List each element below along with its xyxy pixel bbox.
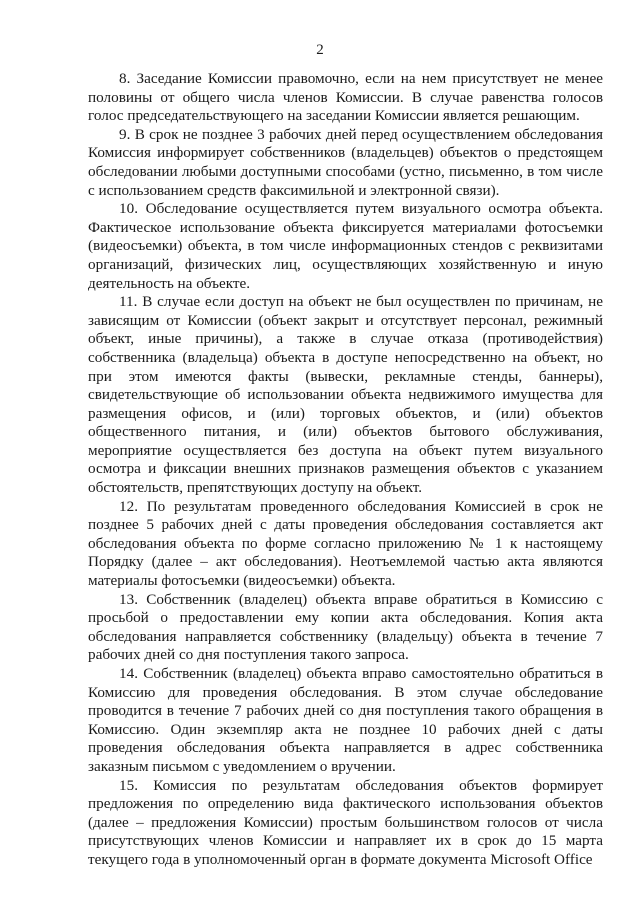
document-body [88,70,603,870]
paragraph-9: 9. В срок не позднее 3 рабочих дней перед осуществлением обследования Комиссия информирует собственников (владельцев) объектов о предстоящем обследовании любыми доступными способами (устно, письменно, в том числе с использованием средств факсимильной и электронной связи). [88,125,603,199]
paragraph-13: 13. Собственник (владелец) объекта вправе обратиться в Комиссию с просьбой о предоставлении ему копии акта обследования. Копия акта обследования направляется собственнику (владельцу) объекта в течение 7 рабочих дней со дня поступления такого запроса. [88,590,603,664]
paragraph-15: 15. Комиссия по результатам обследования объектов формирует предложения по определению вида фактического использования объектов (далее – предложения Комиссии) простым большинством голосов от числа присутствующих членов Комиссии и направляет их в срок до 15 марта текущего года в уполномоченный орган в формате документа Microsoft Office [88,776,603,868]
paragraph-12: 12. По результатам проведенного обследования Комиссией в срок не позднее 5 рабочих дней с даты проведения обследования составляется акт обследования объекта по форме согласно приложению № 1 к настоящему Порядку (далее – акт обследования). Неотъемлемой частью акта являются материалы фотосъемки (видеосъемки) объекта. [88,497,603,590]
page-number: 2 [316,42,324,58]
paragraph-11: 11. В случае если доступ на объект не был осуществлен по причинам, не зависящим от Комиссии (объект закрыт и отсутствует персонал, режимный объект, иные причины), а также в случае отказа (противодействия) собственника (владельца) объекта в доступе непосредственно на объект, но при этом имеются факты (вывески, рекламные стенды, баннеры), свидетельствующие об использовании объекта недвижимого имущества для размещения офисов, и (или) торговых объектов, и (или) объектов общественного питания, и (или) объектов бытового обслуживания, мероприятие осуществляется без доступа на объект путем визуального осмотра и фиксации внешних признаков размещения объектов с указанием обстоятельств, препятствующих доступу на объект. [88,293,603,497]
paragraph-8: 8. Заседание Комиссии правомочно, если на нем присутствует не менее половины от общего числа членов Комиссии. В случае равенства голосов голос председательствующего на заседании Комиссии является решающим. [88,70,603,125]
paragraph-14: 14. Собственник (владелец) объекта вправо самостоятельно обратиться в Комиссию для проведения обследования. В этом случае обследование проводится в течение 7 рабочих дней со дня поступления такого обращения в Комиссию. Один экземпляр акта не позднее 10 рабочих дней с даты проведения обследования объекта направляется в адрес собственника заказным письмом с уведомлением о вручении. [88,665,603,775]
paragraph-10: 10. Обследование осуществляется путем визуального осмотра объекта. Фактическое использование объекта фиксируется материалами фотосъемки (видеосъемки) объекта, в том числе информационных стендов с реквизитами организаций, физических лиц, осуществляющих хозяйственную и иную деятельность на объекте. [88,200,603,292]
